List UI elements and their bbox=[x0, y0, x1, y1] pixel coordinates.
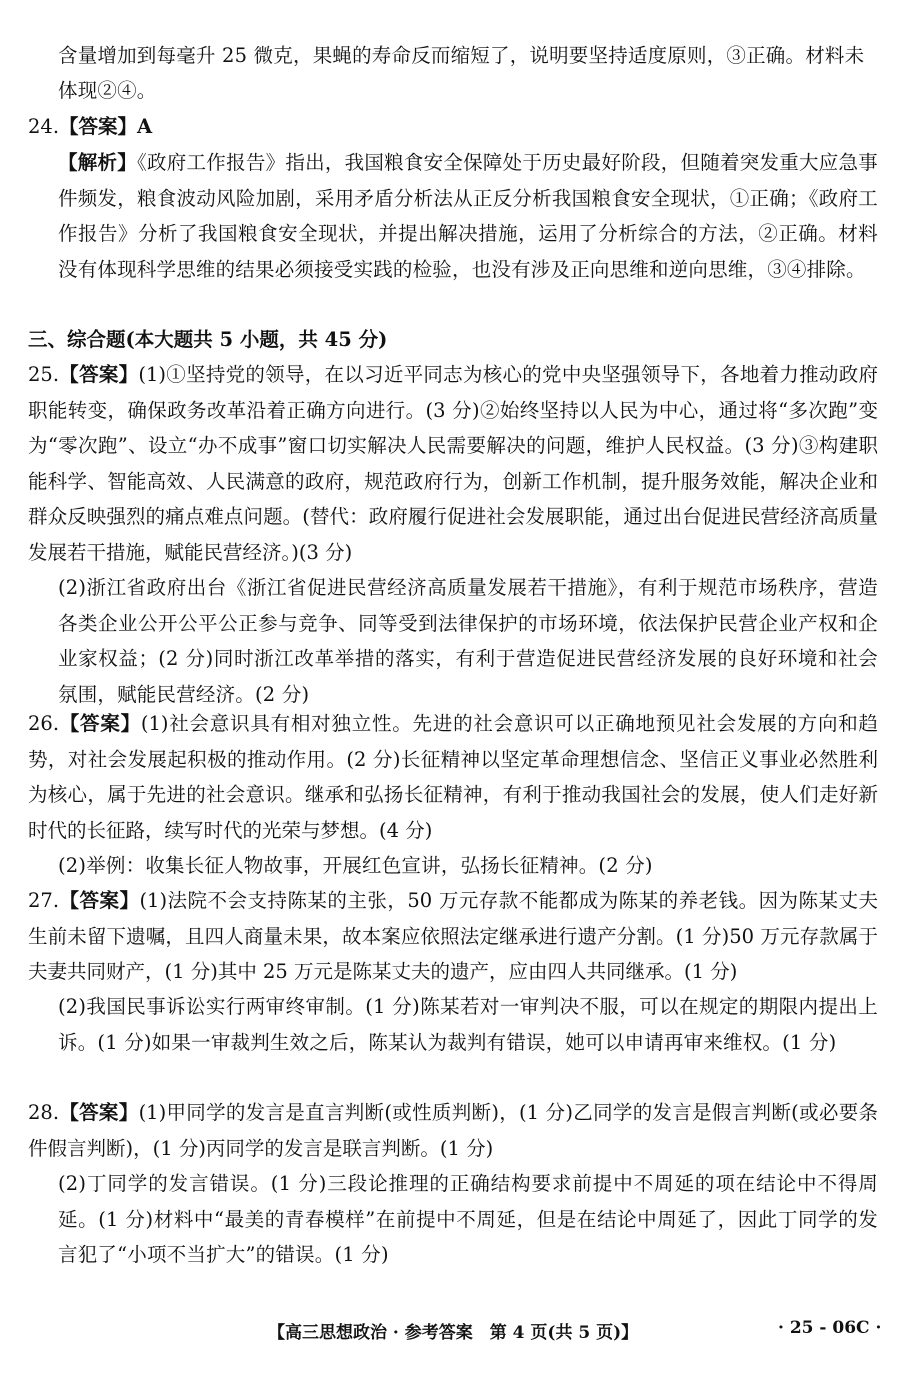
footer-code: · 25 - 06C · bbox=[778, 1318, 882, 1338]
continuation-line-2: 体现②④。 bbox=[58, 79, 157, 102]
question-27-part-2: (2)我国民事诉讼实行两审终审制。(1 分)陈某若对一审判决不服，可以在规定的期限内提出上诉。(1 分)如果一审裁判生效之后，陈某认为裁判有错误，她可以申请再审来维权。(1 分) bbox=[58, 995, 878, 1054]
question-28-answer bbox=[28, 1095, 878, 1166]
question-number: 24. bbox=[28, 115, 60, 138]
answer-part-1: (1)社会意识具有相对独立性。先进的社会意识可以正确地预见社会发展的方向和趋势，对社会发展起积极的推动作用。(2 分)长征精神以坚定革命理想信念、坚信正义事业必然胜利为核心，属于先进的社会意识。继承和弘扬长征精神，有利于推动我国社会的发展，使人们走好新时代的长征路，续写时代的光荣与梦想。(4 分) bbox=[28, 712, 878, 842]
question-number: 27. bbox=[28, 889, 60, 912]
question-26-answer bbox=[28, 706, 878, 848]
question-25-answer bbox=[28, 357, 878, 570]
question-27-answer bbox=[28, 883, 878, 990]
section-3-heading: 三、综合题(本大题共 5 小题，共 45 分) bbox=[28, 328, 388, 351]
answer-tag: 【答案】 bbox=[59, 363, 139, 386]
answer-value: A bbox=[137, 115, 153, 138]
question-25-part-2: (2)浙江省政府出台《浙江省促进民营经济高质量发展若干措施》，有利于规范市场秩序，营造各类企业公开公平公正参与竞争、同等受到法律保护的市场环境，依法保护民营企业产权和企业家权益；(2 分)同时浙江改革举措的落实，有利于营造促进民营经济发展的良好环境和社会氛围，赋能民营经济。(2 分) bbox=[58, 576, 878, 706]
analysis-tag: 【解析】 bbox=[58, 151, 138, 174]
question-number: 25. bbox=[28, 363, 60, 386]
continuation-line-1: 含量增加到每毫升 25 微克，果蝇的寿命反而缩短了，说明要坚持适度原则，③正确。材料未 bbox=[58, 44, 865, 67]
answer-part-1: (1)甲同学的发言是直言判断(或性质判断)，(1 分)乙同学的发言是假言判断(或必要条件假言判断)，(1 分)丙同学的发言是联言判断。(1 分) bbox=[28, 1101, 878, 1160]
question-28-part-2: (2)丁同学的发言错误。(1 分)三段论推理的正确结构要求前提中不周延的项在结论中不得周延。(1 分)材料中“最美的青春模样”在前提中不周延，但是在结论中周延了，因此丁同学的发言犯了“小项不当扩大”的错误。(1 分) bbox=[58, 1172, 878, 1266]
answer-tag: 【答案】 bbox=[59, 115, 138, 138]
question-26-part-2: (2)举例：收集长征人物故事，开展红色宣讲，弘扬长征精神。(2 分) bbox=[58, 854, 653, 877]
question-number: 26. bbox=[28, 712, 60, 735]
footer-title: 【高三思想政治 · 参考答案 第 4 页(共 5 页)】 bbox=[268, 1323, 639, 1343]
answer-part-1: (1)法院不会支持陈某的主张，50 万元存款不能都成为陈某的养老钱。因为陈某丈夫生前未留下遗嘱，且四人商量未果，故本案应依照法定继承进行遗产分割。(1 分)50 万元存款属于夫妻共同财产，(1 分)其中 25 万元是陈某丈夫的遗产，应由四人共同继承。(1 分) bbox=[28, 889, 878, 983]
question-24-analysis bbox=[58, 145, 878, 287]
question-number: 28. bbox=[28, 1101, 60, 1124]
answer-tag: 【答案】 bbox=[59, 712, 141, 735]
answer-tag: 【答案】 bbox=[59, 889, 140, 912]
analysis-text: 《政府工作报告》指出，我国粮食安全保障处于历史最好阶段，但随着突发重大应急事件频发，粮食波动风险加剧，采用矛盾分析法从正反分析我国粮食安全现状，①正确；《政府工作报告》分析了我国粮食安全现状，并提出解决措施，运用了分析综合的方法，②正确。材料没有体现科学思维的结果必须接受实践的检验，也没有涉及正向思维和逆向思维，③④排除。 bbox=[58, 151, 878, 281]
answer-tag: 【答案】 bbox=[59, 1101, 139, 1124]
question-24-header bbox=[28, 109, 878, 145]
page-footer bbox=[0, 1318, 900, 1348]
answer-part-1: (1)①坚持党的领导，在以习近平同志为核心的党中央坚强领导下，各地着力推动政府职能转变，确保政务改革沿着正确方向进行。(3 分)②始终坚持以人民为中心，通过将“多次跑”变为“零次跑”、设立“办不成事”窗口切实解决人民需要解决的问题，维护人民权益。(3 分)③构建职能科学、智能高效、人民满意的政府，规范政府行为，创新工作机制，提升服务效能，解决企业和群众反映强烈的痛点难点问题。(替代：政府履行促进社会发展职能，通过出台促进民营经济高质量发展若干措施，赋能民营经济。)(3 分) bbox=[28, 363, 878, 564]
